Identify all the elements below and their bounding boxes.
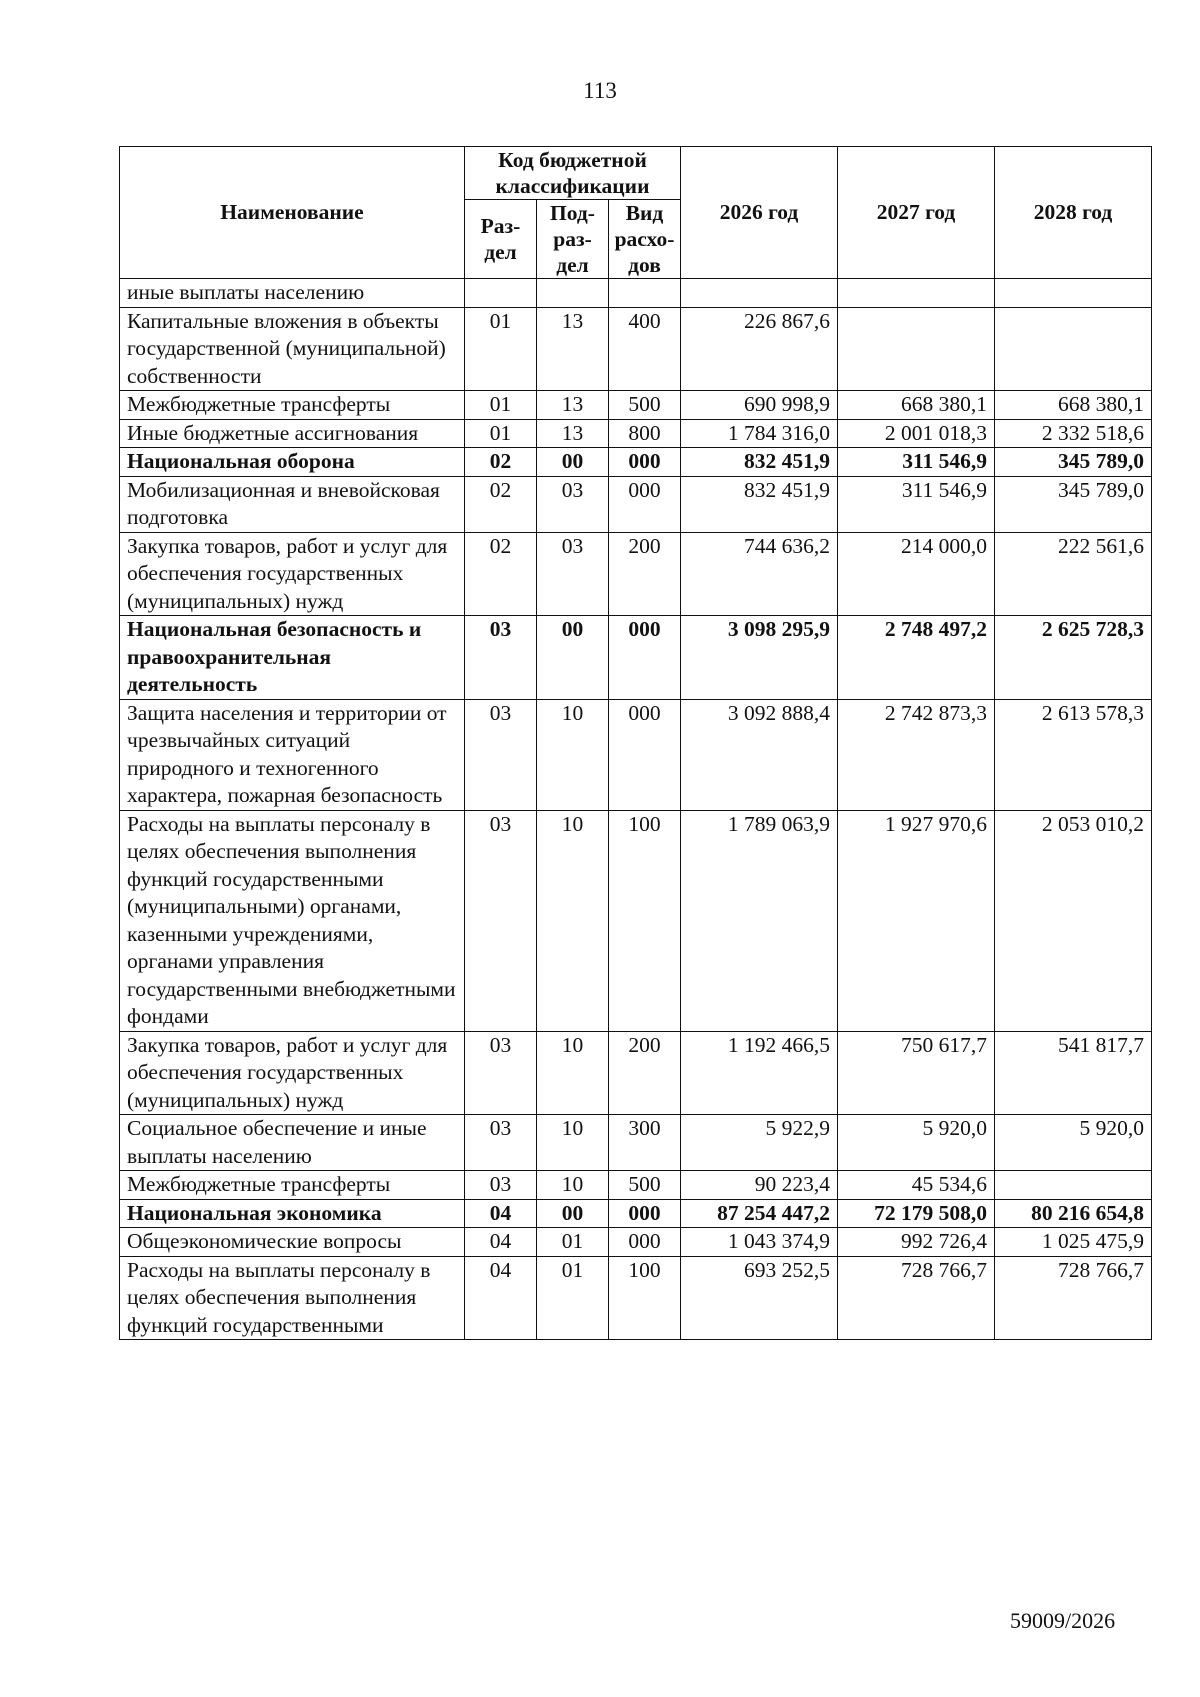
table-row bbox=[120, 279, 1152, 308]
row-expense-type: 000 bbox=[609, 616, 681, 700]
row-value-2027: 72 179 508,0 bbox=[838, 1199, 995, 1228]
header-2028: 2028 год bbox=[995, 147, 1152, 279]
row-expense-type: 300 bbox=[609, 1115, 681, 1171]
table-row bbox=[120, 1199, 1152, 1228]
row-subsection: 01 bbox=[537, 1256, 609, 1340]
row-expense-type: 500 bbox=[609, 391, 681, 420]
header-subsection: Под-раз-дел bbox=[537, 200, 609, 279]
header-section: Раз-дел bbox=[465, 200, 537, 279]
row-section: 02 bbox=[465, 476, 537, 532]
row-value-2026: 3 092 888,4 bbox=[681, 699, 838, 810]
row-subsection: 13 bbox=[537, 419, 609, 448]
row-section: 04 bbox=[465, 1256, 537, 1340]
table-row bbox=[120, 532, 1152, 616]
table-row bbox=[120, 616, 1152, 700]
row-value-2027: 2 748 497,2 bbox=[838, 616, 995, 700]
table-row bbox=[120, 419, 1152, 448]
row-expense-type: 400 bbox=[609, 307, 681, 391]
row-value-2027: 2 742 873,3 bbox=[838, 699, 995, 810]
row-value-2028: 728 766,7 bbox=[995, 1256, 1152, 1340]
row-section: 03 bbox=[465, 616, 537, 700]
row-value-2026: 1 789 063,9 bbox=[681, 810, 838, 1031]
row-expense-type bbox=[609, 279, 681, 308]
row-value-2028: 541 817,7 bbox=[995, 1031, 1152, 1115]
row-expense-type: 100 bbox=[609, 810, 681, 1031]
row-value-2028: 80 216 654,8 bbox=[995, 1199, 1152, 1228]
row-section: 02 bbox=[465, 532, 537, 616]
row-section: 02 bbox=[465, 448, 537, 477]
row-value-2027 bbox=[838, 307, 995, 391]
table-row bbox=[120, 810, 1152, 1031]
table-row bbox=[120, 307, 1152, 391]
row-subsection: 10 bbox=[537, 1115, 609, 1171]
row-value-2028: 2 625 728,3 bbox=[995, 616, 1152, 700]
row-value-2026: 693 252,5 bbox=[681, 1256, 838, 1340]
row-section: 03 bbox=[465, 699, 537, 810]
budget-table bbox=[119, 146, 1152, 1340]
row-value-2028: 2 053 010,2 bbox=[995, 810, 1152, 1031]
table-row bbox=[120, 476, 1152, 532]
row-name: Расходы на выплаты персоналу в целях обеспечения выполнения функций государственными (муниципальными) органами, казенными учреждениями, органами управления государственными внебюджетными фондами bbox=[120, 810, 465, 1031]
row-value-2027: 311 546,9 bbox=[838, 448, 995, 477]
row-subsection: 03 bbox=[537, 476, 609, 532]
table-row bbox=[120, 1031, 1152, 1115]
row-value-2028: 2 613 578,3 bbox=[995, 699, 1152, 810]
row-value-2027: 214 000,0 bbox=[838, 532, 995, 616]
row-subsection: 00 bbox=[537, 448, 609, 477]
row-name: Мобилизационная и вневойсковая подготовка bbox=[120, 476, 465, 532]
row-name: Расходы на выплаты персоналу в целях обеспечения выполнения функций государственными bbox=[120, 1256, 465, 1340]
table-row bbox=[120, 448, 1152, 477]
row-value-2027: 311 546,9 bbox=[838, 476, 995, 532]
row-subsection: 00 bbox=[537, 1199, 609, 1228]
row-subsection: 03 bbox=[537, 532, 609, 616]
row-value-2028 bbox=[995, 279, 1152, 308]
row-subsection: 13 bbox=[537, 391, 609, 420]
row-section: 03 bbox=[465, 810, 537, 1031]
row-value-2028: 1 025 475,9 bbox=[995, 1228, 1152, 1257]
row-value-2026: 832 451,9 bbox=[681, 476, 838, 532]
row-value-2027: 668 380,1 bbox=[838, 391, 995, 420]
row-value-2028 bbox=[995, 307, 1152, 391]
row-value-2027: 45 534,6 bbox=[838, 1171, 995, 1200]
row-value-2026 bbox=[681, 279, 838, 308]
row-subsection bbox=[537, 279, 609, 308]
row-name: Защита населения и территории от чрезвычайных ситуаций природного и техногенного характера, пожарная безопасность bbox=[120, 699, 465, 810]
row-value-2026: 87 254 447,2 bbox=[681, 1199, 838, 1228]
row-expense-type: 000 bbox=[609, 699, 681, 810]
row-value-2027: 1 927 970,6 bbox=[838, 810, 995, 1031]
table-row bbox=[120, 699, 1152, 810]
row-name: иные выплаты населению bbox=[120, 279, 465, 308]
page-number: 113 bbox=[583, 78, 617, 103]
table-body bbox=[120, 279, 1152, 1340]
row-value-2026: 226 867,6 bbox=[681, 307, 838, 391]
row-section: 01 bbox=[465, 419, 537, 448]
row-subsection: 10 bbox=[537, 810, 609, 1031]
row-expense-type: 000 bbox=[609, 476, 681, 532]
row-value-2026: 3 098 295,9 bbox=[681, 616, 838, 700]
table-row bbox=[120, 1256, 1152, 1340]
row-value-2028: 345 789,0 bbox=[995, 476, 1152, 532]
row-expense-type: 500 bbox=[609, 1171, 681, 1200]
row-subsection: 10 bbox=[537, 1171, 609, 1200]
row-section: 01 bbox=[465, 307, 537, 391]
row-section: 03 bbox=[465, 1031, 537, 1115]
row-value-2027: 750 617,7 bbox=[838, 1031, 995, 1115]
row-value-2026: 690 998,9 bbox=[681, 391, 838, 420]
row-section: 04 bbox=[465, 1228, 537, 1257]
header-2026: 2026 год bbox=[681, 147, 838, 279]
row-value-2028: 345 789,0 bbox=[995, 448, 1152, 477]
row-subsection: 00 bbox=[537, 616, 609, 700]
row-value-2027: 992 726,4 bbox=[838, 1228, 995, 1257]
document-code: 59009/2026 bbox=[1010, 1608, 1116, 1633]
row-name: Межбюджетные трансферты bbox=[120, 1171, 465, 1200]
row-expense-type: 000 bbox=[609, 448, 681, 477]
row-section: 03 bbox=[465, 1115, 537, 1171]
row-subsection: 10 bbox=[537, 699, 609, 810]
row-expense-type: 800 bbox=[609, 419, 681, 448]
row-value-2028: 5 920,0 bbox=[995, 1115, 1152, 1171]
header-name: Наименование bbox=[120, 147, 465, 279]
row-name: Закупка товаров, работ и услуг для обеспечения государственных (муниципальных) нужд bbox=[120, 1031, 465, 1115]
table-row bbox=[120, 1115, 1152, 1171]
row-name: Социальное обеспечение и иные выплаты населению bbox=[120, 1115, 465, 1171]
row-section: 04 bbox=[465, 1199, 537, 1228]
row-subsection: 10 bbox=[537, 1031, 609, 1115]
row-expense-type: 100 bbox=[609, 1256, 681, 1340]
row-value-2027: 728 766,7 bbox=[838, 1256, 995, 1340]
row-subsection: 01 bbox=[537, 1228, 609, 1257]
row-value-2028: 668 380,1 bbox=[995, 391, 1152, 420]
table-row bbox=[120, 1228, 1152, 1257]
row-name: Капитальные вложения в объекты государственной (муниципальной) собственности bbox=[120, 307, 465, 391]
row-value-2026: 5 922,9 bbox=[681, 1115, 838, 1171]
row-name: Межбюджетные трансферты bbox=[120, 391, 465, 420]
row-subsection: 13 bbox=[537, 307, 609, 391]
row-name: Национальная безопасность и правоохранительная деятельность bbox=[120, 616, 465, 700]
header-2027: 2027 год bbox=[838, 147, 995, 279]
header-expense-type: Вид расхо-дов bbox=[609, 200, 681, 279]
row-value-2026: 832 451,9 bbox=[681, 448, 838, 477]
row-name: Закупка товаров, работ и услуг для обеспечения государственных (муниципальных) нужд bbox=[120, 532, 465, 616]
row-name: Иные бюджетные ассигнования bbox=[120, 419, 465, 448]
row-value-2027: 5 920,0 bbox=[838, 1115, 995, 1171]
row-value-2026: 1 192 466,5 bbox=[681, 1031, 838, 1115]
row-value-2028: 2 332 518,6 bbox=[995, 419, 1152, 448]
row-expense-type: 000 bbox=[609, 1199, 681, 1228]
row-value-2026: 1 784 316,0 bbox=[681, 419, 838, 448]
row-expense-type: 000 bbox=[609, 1228, 681, 1257]
row-value-2027: 2 001 018,3 bbox=[838, 419, 995, 448]
table-row bbox=[120, 391, 1152, 420]
row-section bbox=[465, 279, 537, 308]
row-expense-type: 200 bbox=[609, 1031, 681, 1115]
row-value-2027 bbox=[838, 279, 995, 308]
row-value-2028 bbox=[995, 1171, 1152, 1200]
table-row bbox=[120, 1171, 1152, 1200]
row-section: 03 bbox=[465, 1171, 537, 1200]
row-name: Национальная оборона bbox=[120, 448, 465, 477]
row-name: Общеэкономические вопросы bbox=[120, 1228, 465, 1257]
row-name: Национальная экономика bbox=[120, 1199, 465, 1228]
row-value-2028: 222 561,6 bbox=[995, 532, 1152, 616]
row-value-2026: 90 223,4 bbox=[681, 1171, 838, 1200]
row-value-2026: 1 043 374,9 bbox=[681, 1228, 838, 1257]
row-expense-type: 200 bbox=[609, 532, 681, 616]
header-code-group: Код бюджетной классификации bbox=[465, 147, 681, 200]
row-value-2026: 744 636,2 bbox=[681, 532, 838, 616]
row-section: 01 bbox=[465, 391, 537, 420]
